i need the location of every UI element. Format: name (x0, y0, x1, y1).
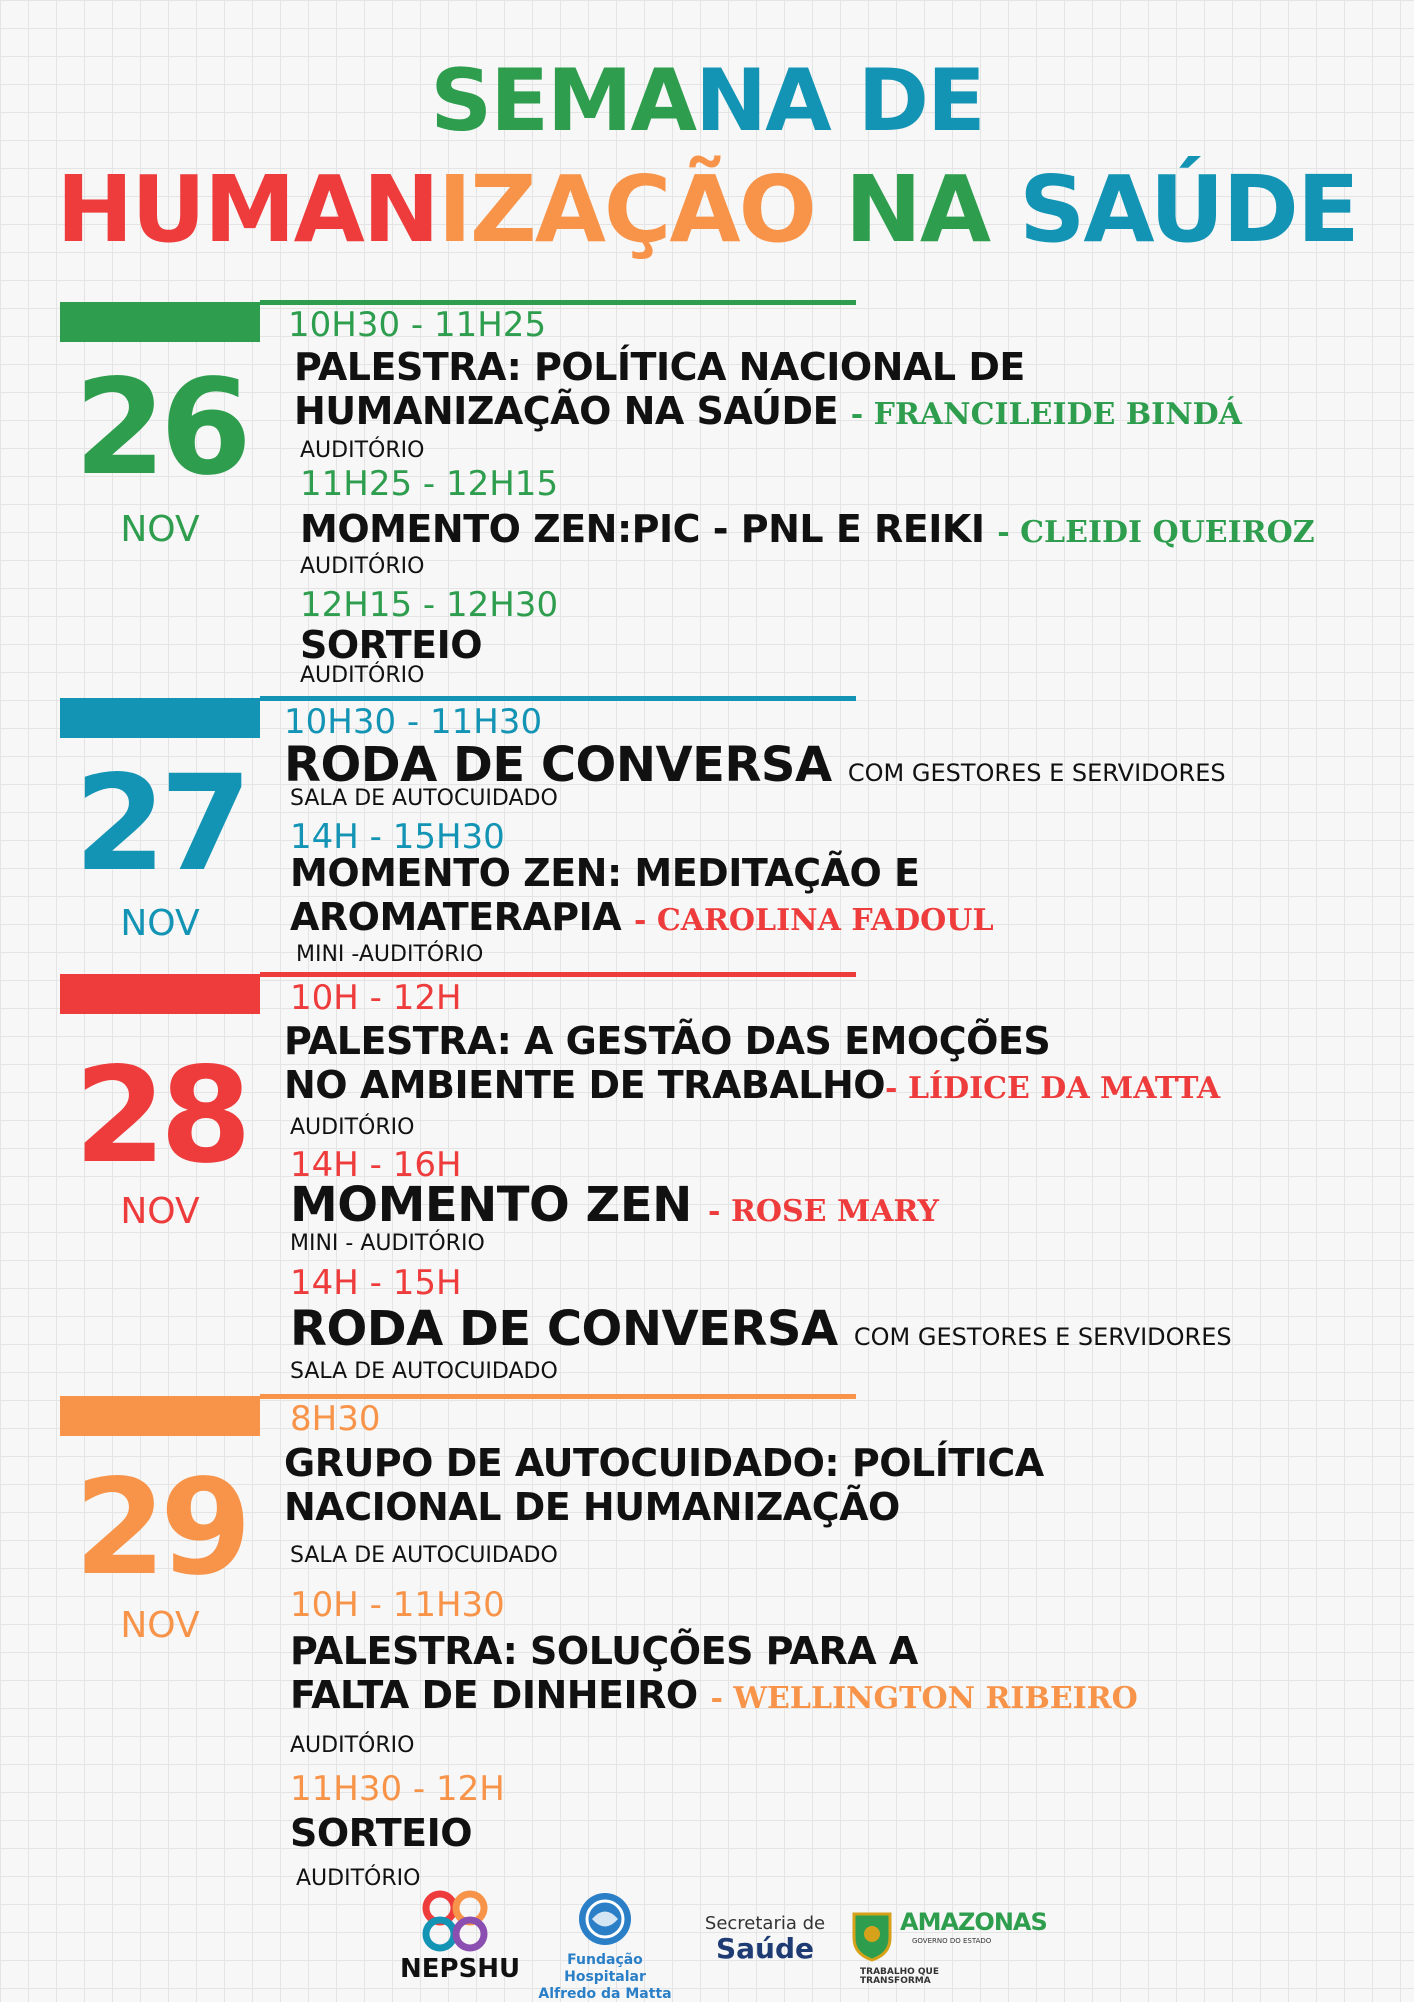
title-word: SEMA (430, 51, 696, 151)
event-title-line: MOMENTO ZEN: MEDITAÇÃO E (290, 851, 920, 895)
title-line-1 (0, 51, 1414, 151)
event-title: SORTEIO (290, 1811, 473, 1855)
title-word: HUMAN (56, 156, 438, 263)
day-month: NOV (120, 903, 200, 944)
title-word: SAÚDE (1019, 156, 1358, 263)
event-title: SORTEIO (300, 623, 483, 667)
nepshu-emblem-icon (420, 1890, 490, 1952)
amazonas-slogan: TRABALHO QUE TRANSFORMA (860, 1967, 940, 1986)
event-time: 14H - 15H30 (290, 817, 505, 857)
globe-icon (576, 1890, 634, 1948)
nepshu-label: NEPSHU (400, 1954, 521, 1984)
day-27-divider (260, 696, 856, 701)
amazonas-subtitle: GOVERNO DO ESTADO (912, 1937, 992, 1945)
event-title-line: RODA DE CONVERSA (290, 1301, 838, 1357)
event-title (300, 508, 1315, 552)
event-title-line: NO AMBIENTE DE TRABALHO (284, 1062, 886, 1107)
title-word: NA (814, 156, 1020, 263)
event-location: AUDITÓRIO (290, 1733, 415, 1758)
event-title-line: MOMENTO ZEN (290, 1177, 692, 1233)
event-title (284, 1020, 1220, 1107)
amazonas-label: AMAZONAS (900, 1908, 1047, 1936)
event-speaker: - WELLINGTON RIBEIRO (710, 1680, 1138, 1716)
event-speaker: - CAROLINA FADOUL (633, 902, 994, 938)
event-title (290, 1178, 939, 1233)
event-location: SALA DE AUTOCUIDADO (290, 1543, 558, 1568)
day-29-bar (60, 1396, 260, 1436)
day-number: 26 (74, 351, 246, 505)
day-month: NOV (120, 1605, 200, 1646)
day-month: NOV (120, 509, 200, 550)
day-28-bar (60, 974, 260, 1014)
event-time: 10H30 - 11H30 (284, 702, 543, 742)
event-location: AUDITÓRIO (300, 438, 425, 463)
event-time: 10H30 - 11H25 (288, 305, 547, 345)
event-location: SALA DE AUTOCUIDADO (290, 1359, 558, 1384)
event-suffix: COM GESTORES E SERVIDORES (853, 1323, 1232, 1351)
event-location: AUDITÓRIO (300, 663, 425, 688)
event-title (290, 1630, 1138, 1717)
fundacao-line-1: Fundação Hospitalar (564, 1952, 646, 1985)
event-location: AUDITÓRIO (290, 1115, 415, 1140)
event-title-line: FALTA DE DINHEIRO (290, 1672, 698, 1717)
event-time: 14H - 15H (290, 1263, 462, 1303)
event-speaker: - LÍDICE DA MATTA (885, 1070, 1221, 1106)
event-location: AUDITÓRIO (300, 554, 425, 579)
event-time: 14H - 16H (290, 1145, 462, 1185)
event-title-line: HUMANIZAÇÃO NA SAÚDE (294, 388, 839, 433)
title-word: NA DE (695, 51, 984, 151)
event-time: 11H30 - 12H (290, 1769, 505, 1809)
secretaria-logo (700, 1914, 830, 1965)
secretaria-line-1: Secretaria de (704, 1913, 826, 1934)
event-title (294, 346, 1242, 433)
event-title-line: GRUPO DE AUTOCUIDADO: POLÍTICA (284, 1441, 1044, 1485)
event-title-line: RODA DE CONVERSA (284, 737, 832, 793)
day-month: NOV (120, 1191, 200, 1232)
event-time: 12H15 - 12H30 (300, 585, 559, 625)
event-title (290, 852, 994, 939)
day-27-bar (60, 698, 260, 738)
title-line-2 (0, 156, 1414, 263)
event-location: AUDITÓRIO (296, 1866, 421, 1891)
event-title (284, 1442, 1044, 1529)
event-title-line: PALESTRA: POLÍTICA NACIONAL DE (294, 345, 1025, 389)
event-time: 10H - 12H (290, 978, 462, 1018)
event-title-line: AROMATERAPIA (290, 894, 622, 939)
event-time: 10H - 11H30 (290, 1585, 505, 1625)
event-title-line: PALESTRA: A GESTÃO DAS EMOÇÕES (284, 1019, 1051, 1063)
amazonas-crest-icon (850, 1908, 894, 1962)
event-time: 8H30 (290, 1399, 381, 1439)
event-title-line: MOMENTO ZEN:PIC - PNL E REIKI (300, 507, 985, 551)
nepshu-logo (400, 1890, 521, 1984)
event-title-line: NACIONAL DE HUMANIZAÇÃO (284, 1484, 900, 1529)
day-number: 28 (74, 1039, 246, 1193)
fundacao-logo (530, 1890, 680, 2002)
event-location: SALA DE AUTOCUIDADO (290, 786, 558, 811)
event-speaker: - CLEIDI QUEIROZ (997, 515, 1315, 550)
day-28-divider (260, 972, 856, 977)
event-location: MINI -AUDITÓRIO (296, 942, 484, 967)
secretaria-line-2: Saúde (715, 1931, 815, 1965)
event-time: 11H25 - 12H15 (300, 464, 559, 504)
event-speaker: - FRANCILEIDE BINDÁ (850, 396, 1242, 432)
event-speaker: - ROSE MARY (708, 1194, 939, 1229)
event-title (290, 1302, 1232, 1357)
day-number: 27 (74, 747, 246, 901)
day-number: 29 (74, 1451, 246, 1605)
title-word: IZAÇÃO (437, 156, 815, 263)
fundacao-line-2: Alfredo da Matta (538, 1985, 672, 2002)
event-location: MINI - AUDITÓRIO (290, 1231, 485, 1256)
event-title (284, 738, 1226, 793)
day-26-bar (60, 302, 260, 342)
footer-logos (0, 1890, 1414, 2002)
event-suffix: COM GESTORES E SERVIDORES (847, 759, 1226, 787)
event-title-line: PALESTRA: SOLUÇÕES PARA A (290, 1629, 918, 1673)
